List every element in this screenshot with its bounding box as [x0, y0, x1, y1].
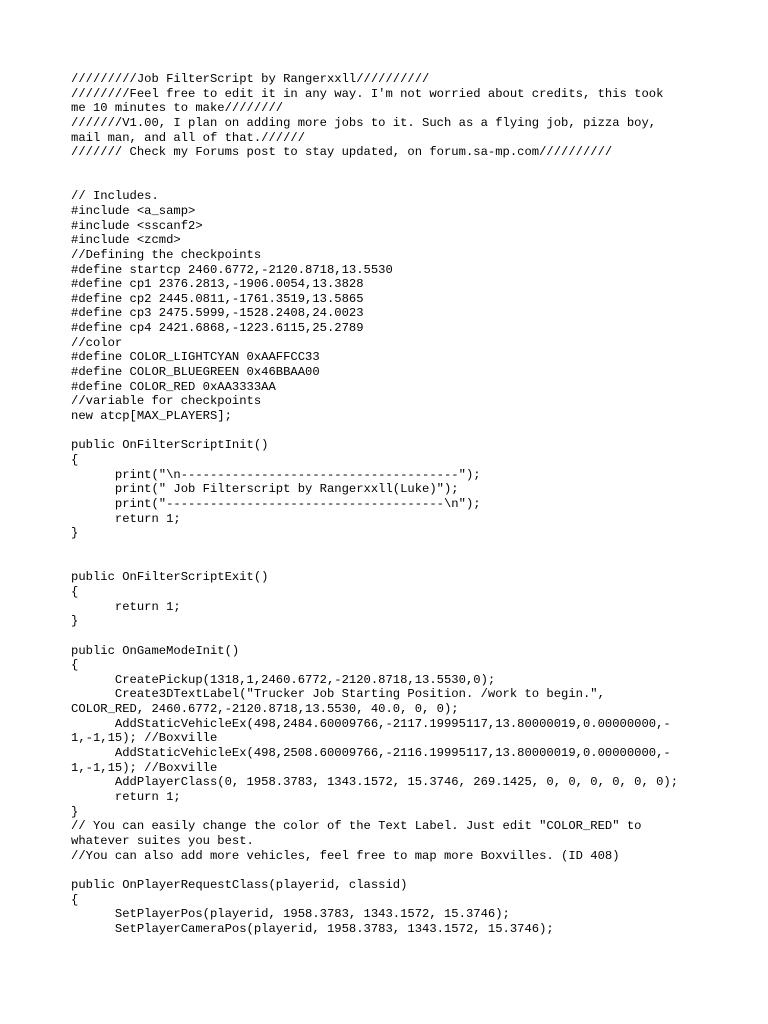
code-line: } [71, 526, 79, 541]
code-line [71, 424, 731, 439]
code-line: AddPlayerClass(0, 1958.3783, 1343.1572, 15.3746, 269.1425, 0, 0, 0, 0, 0, 0); [71, 775, 679, 790]
code-line [71, 629, 731, 644]
code-line: //color [71, 335, 123, 350]
code-line: 1,-1,15); //Boxville [71, 731, 218, 746]
code-line: AddStaticVehicleEx(498,2508.60009766,-2116.19995117,13.80000019,0.00000000,- [71, 746, 671, 761]
code-line: AddStaticVehicleEx(498,2484.60009766,-2117.19995117,13.80000019,0.00000000,- [71, 716, 671, 731]
code-line: #define cp4 2421.6868,-1223.6115,25.2789 [71, 321, 364, 336]
code-line: public OnPlayerRequestClass(playerid, classid) [71, 877, 408, 892]
code-line: #define cp1 2376.2813,-1906.0054,13.3828 [71, 277, 364, 292]
code-line: #define startcp 2460.6772,-2120.8718,13.5530 [71, 262, 393, 277]
code-line: ////////Feel free to edit it in any way. I'm not worried about credits, this took [71, 86, 664, 101]
code-line: public OnGameModeInit() [71, 643, 240, 658]
code-line: } [71, 804, 79, 819]
code-line [71, 160, 731, 175]
code-line [71, 541, 731, 556]
code-line: COLOR_RED, 2460.6772,-2120.8718,13.5530, 40.0, 0, 0); [71, 702, 459, 717]
code-line: return 1; [71, 599, 181, 614]
code-line: CreatePickup(1318,1,2460.6772,-2120.8718,13.5530,0); [71, 672, 496, 687]
code-line: #define COLOR_RED 0xAA3333AA [71, 379, 276, 394]
code-line: Create3DTextLabel("Trucker Job Starting Position. /work to begin.", [71, 687, 605, 702]
code-line: print(" Job Filterscript by Rangerxxll(Luke)"); [71, 482, 459, 497]
code-line: me 10 minutes to make//////// [71, 101, 284, 116]
code-line: //You can also add more vehicles, feel free to map more Boxvilles. (ID 408) [71, 848, 620, 863]
code-line: } [71, 614, 79, 629]
code-line: /////////Job FilterScript by Rangerxxll////////// [71, 72, 430, 86]
code-line: ///////V1.00, I plan on adding more jobs to it. Such as a flying job, pizza boy, [71, 115, 657, 130]
code-line: whatever suites you best. [71, 834, 254, 849]
source-code-text [71, 72, 731, 937]
code-line: #define cp3 2475.5999,-1528.2408,24.0023 [71, 306, 364, 321]
code-line: SetPlayerPos(playerid, 1958.3783, 1343.1572, 15.3746); [71, 907, 510, 922]
code-line: public OnFilterScriptExit() [71, 570, 269, 585]
code-line: new atcp[MAX_PLAYERS]; [71, 409, 232, 424]
code-line: #define cp2 2445.0811,-1761.3519,13.5865 [71, 291, 364, 306]
code-line: 1,-1,15); //Boxville [71, 760, 218, 775]
code-line: #include <zcmd> [71, 233, 181, 248]
code-line [71, 863, 731, 878]
code-line: //variable for checkpoints [71, 394, 262, 409]
code-line: { [71, 584, 79, 599]
code-line: return 1; [71, 511, 181, 526]
code-line: #define COLOR_LIGHTCYAN 0xAAFFCC33 [71, 350, 320, 365]
code-line: { [71, 892, 79, 907]
code-line: print("--------------------------------------\n"); [71, 496, 481, 511]
code-line: public OnFilterScriptInit() [71, 438, 269, 453]
code-line: #define COLOR_BLUEGREEN 0x46BBAA00 [71, 365, 320, 380]
code-line: print("\n--------------------------------------"); [71, 467, 481, 482]
code-line: { [71, 658, 79, 673]
code-line [71, 556, 731, 571]
code-line: //Defining the checkpoints [71, 247, 262, 262]
code-line: #include <sscanf2> [71, 218, 203, 233]
code-line: // Includes. [71, 189, 159, 204]
code-line: SetPlayerCameraPos(playerid, 1958.3783, 1343.1572, 15.3746); [71, 921, 554, 936]
code-line: /////// Check my Forums post to stay updated, on forum.sa-mp.com////////// [71, 145, 613, 160]
code-line: #include <a_samp> [71, 203, 196, 218]
code-line: mail man, and all of that.////// [71, 130, 306, 145]
code-line: // You can easily change the color of the Text Label. Just edit "COLOR_RED" to [71, 819, 642, 834]
code-line: { [71, 453, 79, 468]
code-line: return 1; [71, 790, 181, 805]
code-line [71, 175, 731, 190]
